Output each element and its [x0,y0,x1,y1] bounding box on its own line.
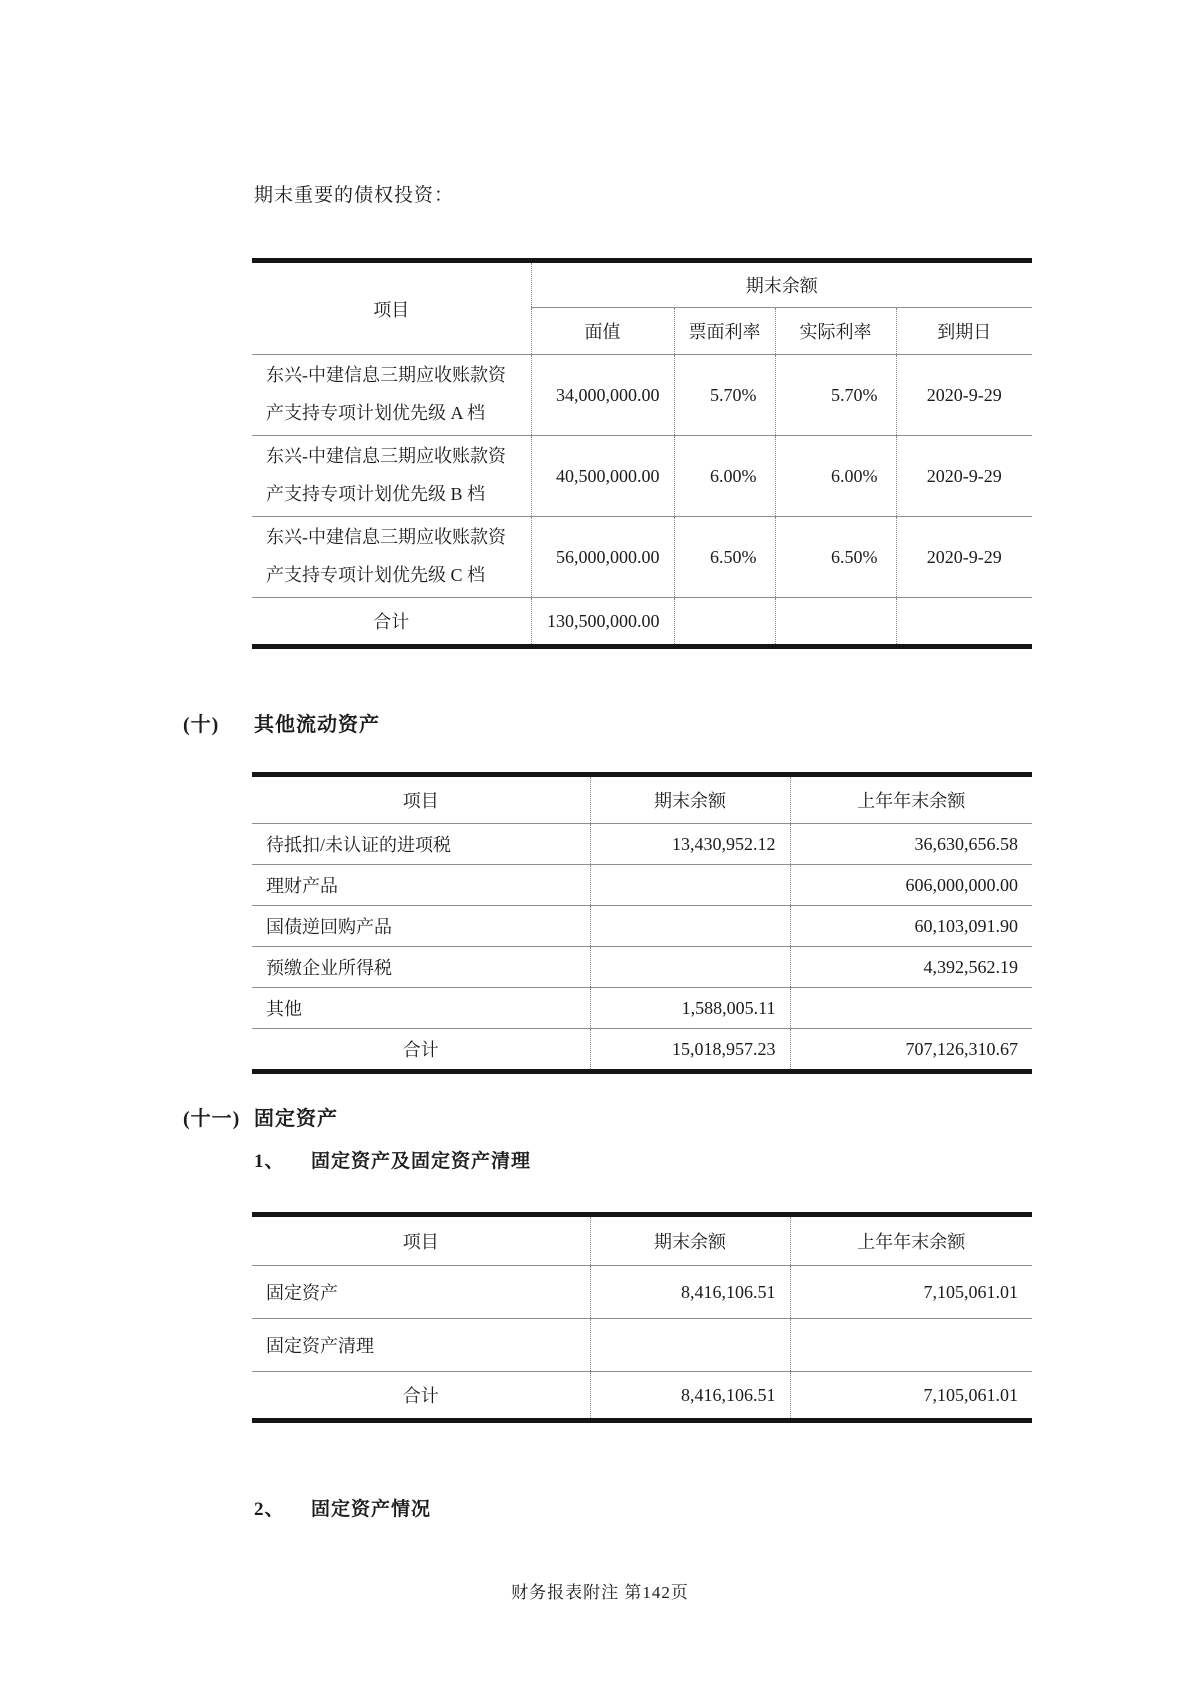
t2-total-label: 合计 [402,1040,439,1060]
t3-total-ending: 8,416,106.51 [590,1372,790,1421]
t2-row5-item: 其他 [252,988,590,1029]
t1-row3-item: 东兴-中建信息三期应收账款资产支持专项计划优先级 C 档 [252,517,531,598]
subsection-1-number: 1、 [254,1151,285,1172]
total-row [252,1029,1032,1072]
subsection-2-title: 固定资产情况 [311,1499,432,1520]
t2-header-item: 项目 [252,775,590,824]
t1-header-effective: 实际利率 [775,308,896,355]
t3-total-beginning: 7,105,061.01 [790,1372,1032,1421]
t2-row3-beginning: 60,103,091.90 [790,906,1032,947]
t1-total-effective [775,598,896,647]
t1-header-coupon: 票面利率 [674,308,775,355]
table-row [252,1266,1032,1319]
t2-header-ending: 期末余额 [590,775,790,824]
total-row [252,598,1032,647]
t1-row2-maturity: 2020-9-29 [896,436,1032,517]
t1-row2-item: 东兴-中建信息三期应收账款资产支持专项计划优先级 B 档 [252,436,531,517]
section-11-number: (十一) [183,1108,241,1130]
section-10-title: 其他流动资产 [254,714,380,736]
t1-total-coupon [674,598,775,647]
t2-row4-beginning: 4,392,562.19 [790,947,1032,988]
debt-investments-table [252,258,1032,649]
table-row [252,824,1032,865]
table-row [252,517,1032,598]
t2-row1-ending: 13,430,952.12 [590,824,790,865]
t3-row2-item: 固定资产清理 [252,1319,590,1372]
t2-total-beginning: 707,126,310.67 [790,1029,1032,1072]
section-10-heading [183,708,380,737]
t1-header-group: 期末余额 [531,261,1032,308]
t2-row3-ending [590,906,790,947]
t2-row5-ending: 1,588,005.11 [590,988,790,1029]
section-11-title: 固定资产 [254,1108,338,1130]
subsection-1-title: 固定资产及固定资产清理 [311,1151,532,1172]
t3-row2-beginning [790,1319,1032,1372]
t1-row3-effective: 6.50% [775,517,896,598]
t3-header-ending: 期末余额 [590,1215,790,1266]
section-10-number: (十) [183,714,220,736]
t3-row1-beginning: 7,105,061.01 [790,1266,1032,1319]
total-row [252,1372,1032,1421]
subsection-2-heading [254,1494,431,1521]
t1-row1-face: 34,000,000.00 [531,355,674,436]
t3-header-item: 项目 [252,1215,590,1266]
t1-row1-effective: 5.70% [775,355,896,436]
t2-header-beginning: 上年年末余额 [790,775,1032,824]
t1-header-item: 项目 [252,261,531,355]
section-11-heading [183,1102,338,1131]
other-current-assets-table [252,772,1032,1074]
subsection-2-number: 2、 [254,1499,285,1520]
fixed-assets-table [252,1212,1032,1423]
t1-row3-maturity: 2020-9-29 [896,517,1032,598]
t1-row3-face: 56,000,000.00 [531,517,674,598]
t1-header-maturity: 到期日 [896,308,1032,355]
t2-row4-ending [590,947,790,988]
t1-row2-face: 40,500,000.00 [531,436,674,517]
table-row [252,1319,1032,1372]
t3-total-label: 合计 [402,1386,439,1406]
t1-row3-coupon: 6.50% [674,517,775,598]
t1-total-face: 130,500,000.00 [531,598,674,647]
table-row [252,906,1032,947]
t2-total-ending: 15,018,957.23 [590,1029,790,1072]
t3-row1-ending: 8,416,106.51 [590,1266,790,1319]
t3-row1-item: 固定资产 [252,1266,590,1319]
table-row [252,355,1032,436]
t1-row2-coupon: 6.00% [674,436,775,517]
table-row [252,436,1032,517]
t2-row2-item: 理财产品 [252,865,590,906]
t1-total-label: 合计 [373,612,410,632]
t3-row2-ending [590,1319,790,1372]
intro-text: 期末重要的债权投资： [254,185,455,206]
t2-row4-item: 预缴企业所得税 [252,947,590,988]
t1-row2-effective: 6.00% [775,436,896,517]
subsection-1-heading [254,1146,531,1173]
t1-row1-item: 东兴-中建信息三期应收账款资产支持专项计划优先级 A 档 [252,355,531,436]
t1-header-face: 面值 [531,308,674,355]
table-row [252,988,1032,1029]
t1-row1-maturity: 2020-9-29 [896,355,1032,436]
t1-row1-coupon: 5.70% [674,355,775,436]
t2-row2-ending [590,865,790,906]
table-row [252,865,1032,906]
t3-header-beginning: 上年年末余额 [790,1215,1032,1266]
page-footer: 财务报表附注 第142页 [511,1583,689,1602]
t2-row1-item: 待抵扣/未认证的进项税 [252,824,590,865]
t2-row2-beginning: 606,000,000.00 [790,865,1032,906]
t1-total-maturity [896,598,1032,647]
table-row [252,947,1032,988]
t2-row5-beginning [790,988,1032,1029]
t2-row3-item: 国债逆回购产品 [252,906,590,947]
t2-row1-beginning: 36,630,656.58 [790,824,1032,865]
